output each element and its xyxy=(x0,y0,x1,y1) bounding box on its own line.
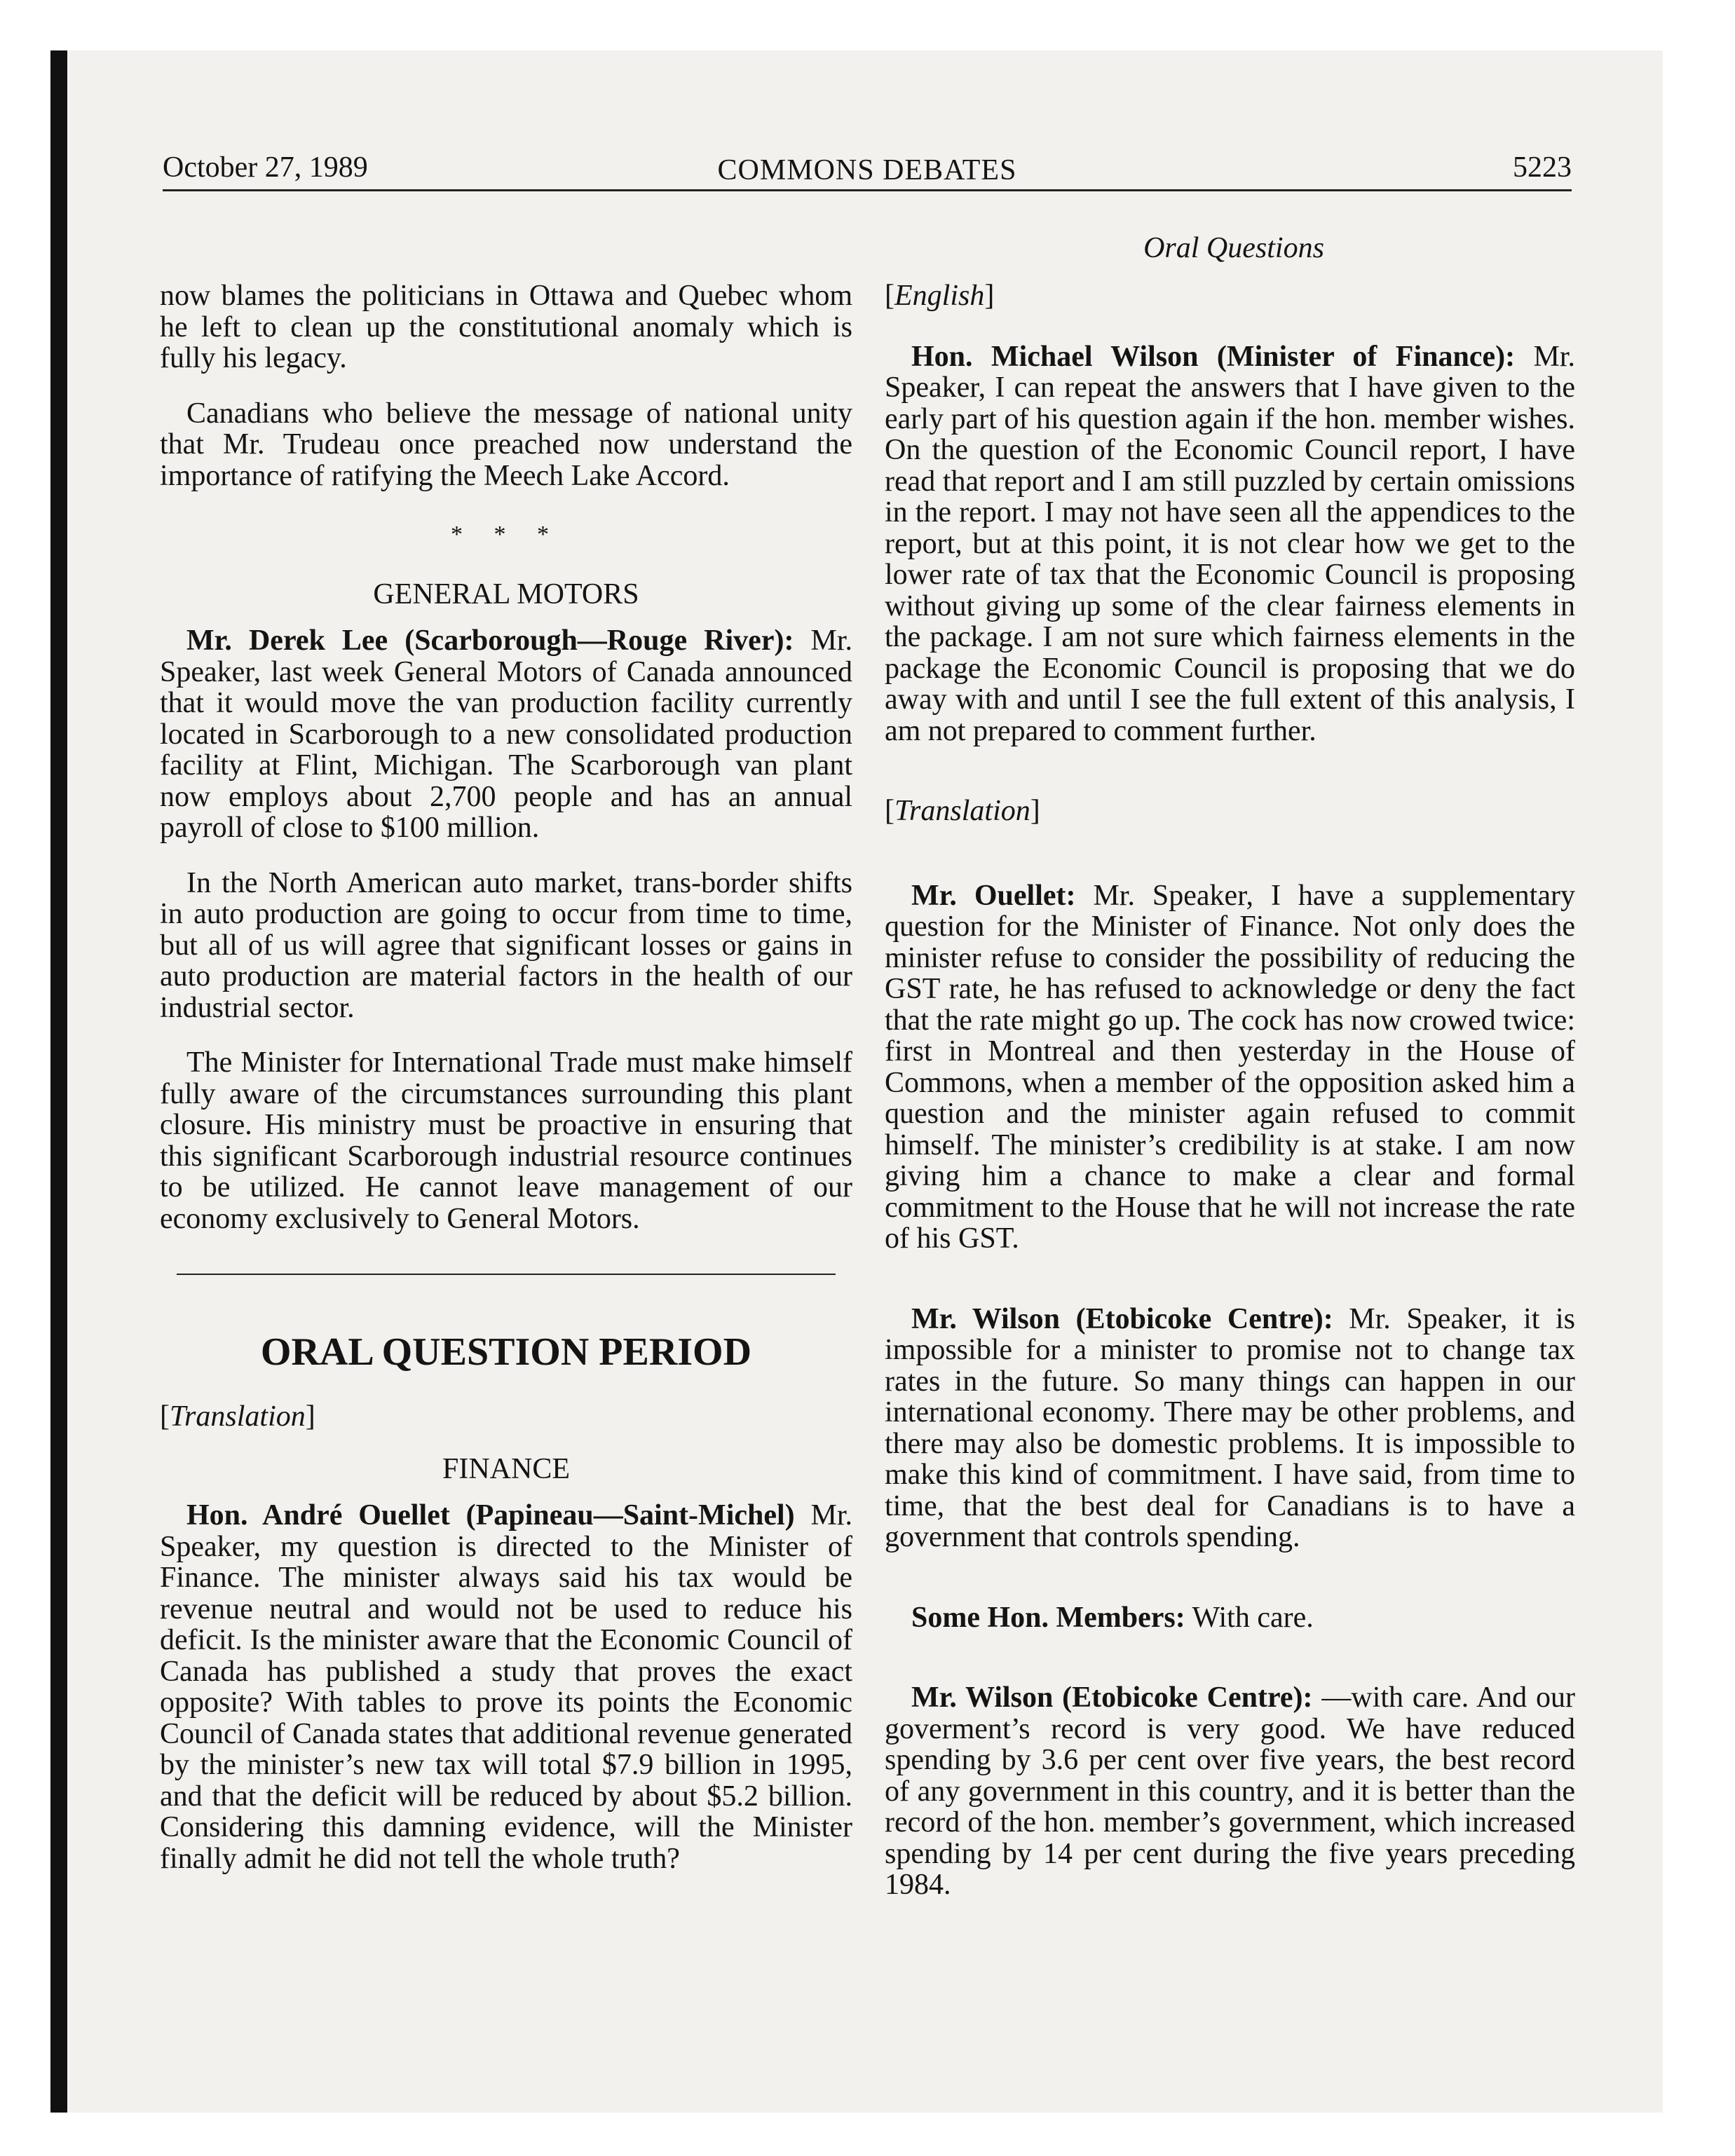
speech-text: Mr. Speaker, last week General Motors of Canada announced that it would move the van production facility currently located in Scarborough to a new consolidated production facility at Flint, Michigan. The Scarborough van plant now employs about 2,700 people and has an annual payroll of close to $100 million. xyxy=(160,625,852,844)
spacer xyxy=(885,1255,1575,1304)
spacer xyxy=(885,312,1575,341)
speech-paragraph xyxy=(160,1500,852,1874)
paragraph: In the North American auto market, trans-border shifts in auto production are going to occur from time to time, but all of us will agree that significant losses or gains in auto production are material factors in the health of our industrial sector. xyxy=(160,866,852,1024)
speaker-name: Mr. Wilson (Etobicoke Centre): xyxy=(911,1681,1313,1714)
header-page-number: 5223 xyxy=(1513,151,1572,184)
right-column xyxy=(885,280,1575,1901)
speaker-name: Hon. André Ouellet (Papineau—Saint-Michel) xyxy=(186,1499,795,1531)
spacer xyxy=(885,746,1575,796)
speaker-name: Mr. Derek Lee (Scarborough—Rouge River): xyxy=(186,625,794,657)
speech-text: —with care. And our goverment’s record is very good. We have reduced spending by 3.6 per cent over five years, the best record of any government in this country, and it is better than the record of the hon. member’s government, which increased spending by 14 per cent during the five years preceding 1984. xyxy=(885,1681,1576,1901)
language-tag: [Translation] xyxy=(885,795,1040,827)
speech-paragraph xyxy=(885,880,1575,1255)
speech-paragraph xyxy=(885,1682,1575,1901)
section-label: Oral Questions xyxy=(1143,232,1324,264)
spacer xyxy=(885,827,1575,880)
speech-paragraph xyxy=(885,341,1575,747)
paragraph: now blames the politicians in Ottawa and Quebec whom he left to clean up the constitutional anomaly which is fully his legacy. xyxy=(160,280,852,374)
header-rule xyxy=(163,189,1572,191)
paragraph: The Minister for International Trade must make himself fully aware of the circumstances surrounding this plant closure. His ministry must be proactive in ensuring that this significant Scarborough industrial resource continues to be utilized. He cannot leave management of our economy exclusively to General Motors. xyxy=(160,1046,852,1235)
spacer xyxy=(885,1633,1575,1682)
speaker-name: Mr. Wilson (Etobicoke Centre): xyxy=(911,1302,1333,1335)
section-divider xyxy=(177,1274,836,1275)
spacer xyxy=(885,1553,1575,1602)
speaker-name: Mr. Ouellet: xyxy=(911,879,1076,912)
speech-text: With care. xyxy=(1192,1601,1314,1634)
header-title: COMMONS DEBATES xyxy=(717,154,1017,186)
binding-edge xyxy=(50,50,67,2113)
speech-text: Mr. Speaker, it is impossible for a minister to promise not to change tax rates in the future. So many things can happen in our international economy. There may be other problems, and there may also be domestic problems. It is impossible to make this kind of commitment. I have said, from time to time, that the best deal for Canadians is to have a government that controls spending. xyxy=(885,1302,1576,1553)
speaker-name: Some Hon. Members: xyxy=(911,1601,1185,1634)
speaker-name: Hon. Michael Wilson (Minister of Finance): xyxy=(911,340,1516,373)
speech-paragraph xyxy=(885,1304,1575,1553)
paragraph: Canadians who believe the message of national unity that Mr. Trudeau once preached now understand the importance of ratifying the Meech Lake Accord. xyxy=(160,397,852,492)
speech-text: Mr. Speaker, I have a supplementary question for the Minister of Finance. Not only does the minister refuse to consider the possibility of reducing the GST rate, he has refused to acknowledge or deny the fact that the rate might go up. The cock has now crowed twice: first in Montreal and then yesterday in the House of Commons, when a member of the opposition asked him a question and the minister again refused to commit himself. The minister’s credibility is at stake. I am now giving him a chance to make a clear and formal commitment to the House that he will not increase the rate of his GST. xyxy=(885,879,1575,1255)
running-header xyxy=(163,150,1572,192)
left-column xyxy=(160,280,852,1874)
speech-paragraph xyxy=(160,625,852,844)
speech-text: Mr. Speaker, my question is directed to the Minister of Finance. The minister always said his tax would be revenue neutral and would not be used to reduce his deficit. Is the minister aware that the Economic Council of Canada has published a study that proves the exact opposite? With tables to prove its points the Economic Council of Canada states that additional revenue generated by the minister’s new tax will total $7.9 billion in 1995, and that the deficit will be reduced by about $5.2 billion. Considering this damning evidence, will the Minister finally admit he did not tell the whole truth? xyxy=(160,1499,852,1875)
header-date: October 27, 1989 xyxy=(163,151,368,184)
language-tag: [English] xyxy=(885,280,995,312)
language-tag: [Translation] xyxy=(160,1400,315,1433)
speech-text: Mr. Speaker, I can repeat the answers that I have given to the early part of his question again if the hon. member wishes. On the question of the Economic Council report, I have read that report and I am still puzzled by certain omissions in the report. I may not have seen all the appendices to the report, but at this point, it is not clear how we get to the lower rate of tax that the Economic Council is proposing without giving up some of the clear fairness elements in the package. I am not sure which fairness elements in the package the Economic Council is proposing that we do away with and until I see the full extent of this analysis, I am not prepared to comment further. xyxy=(885,340,1575,747)
section-heading: ORAL QUESTION PERIOD xyxy=(260,1330,752,1374)
subject-heading: FINANCE xyxy=(442,1452,570,1485)
speech-paragraph xyxy=(885,1602,1575,1634)
language-tag-text: English xyxy=(894,280,985,312)
language-tag-text: Translation xyxy=(170,1400,306,1433)
subject-heading: GENERAL MOTORS xyxy=(373,578,639,610)
language-tag-text: Translation xyxy=(894,795,1030,827)
section-break-asterisks: * * * xyxy=(451,521,562,547)
